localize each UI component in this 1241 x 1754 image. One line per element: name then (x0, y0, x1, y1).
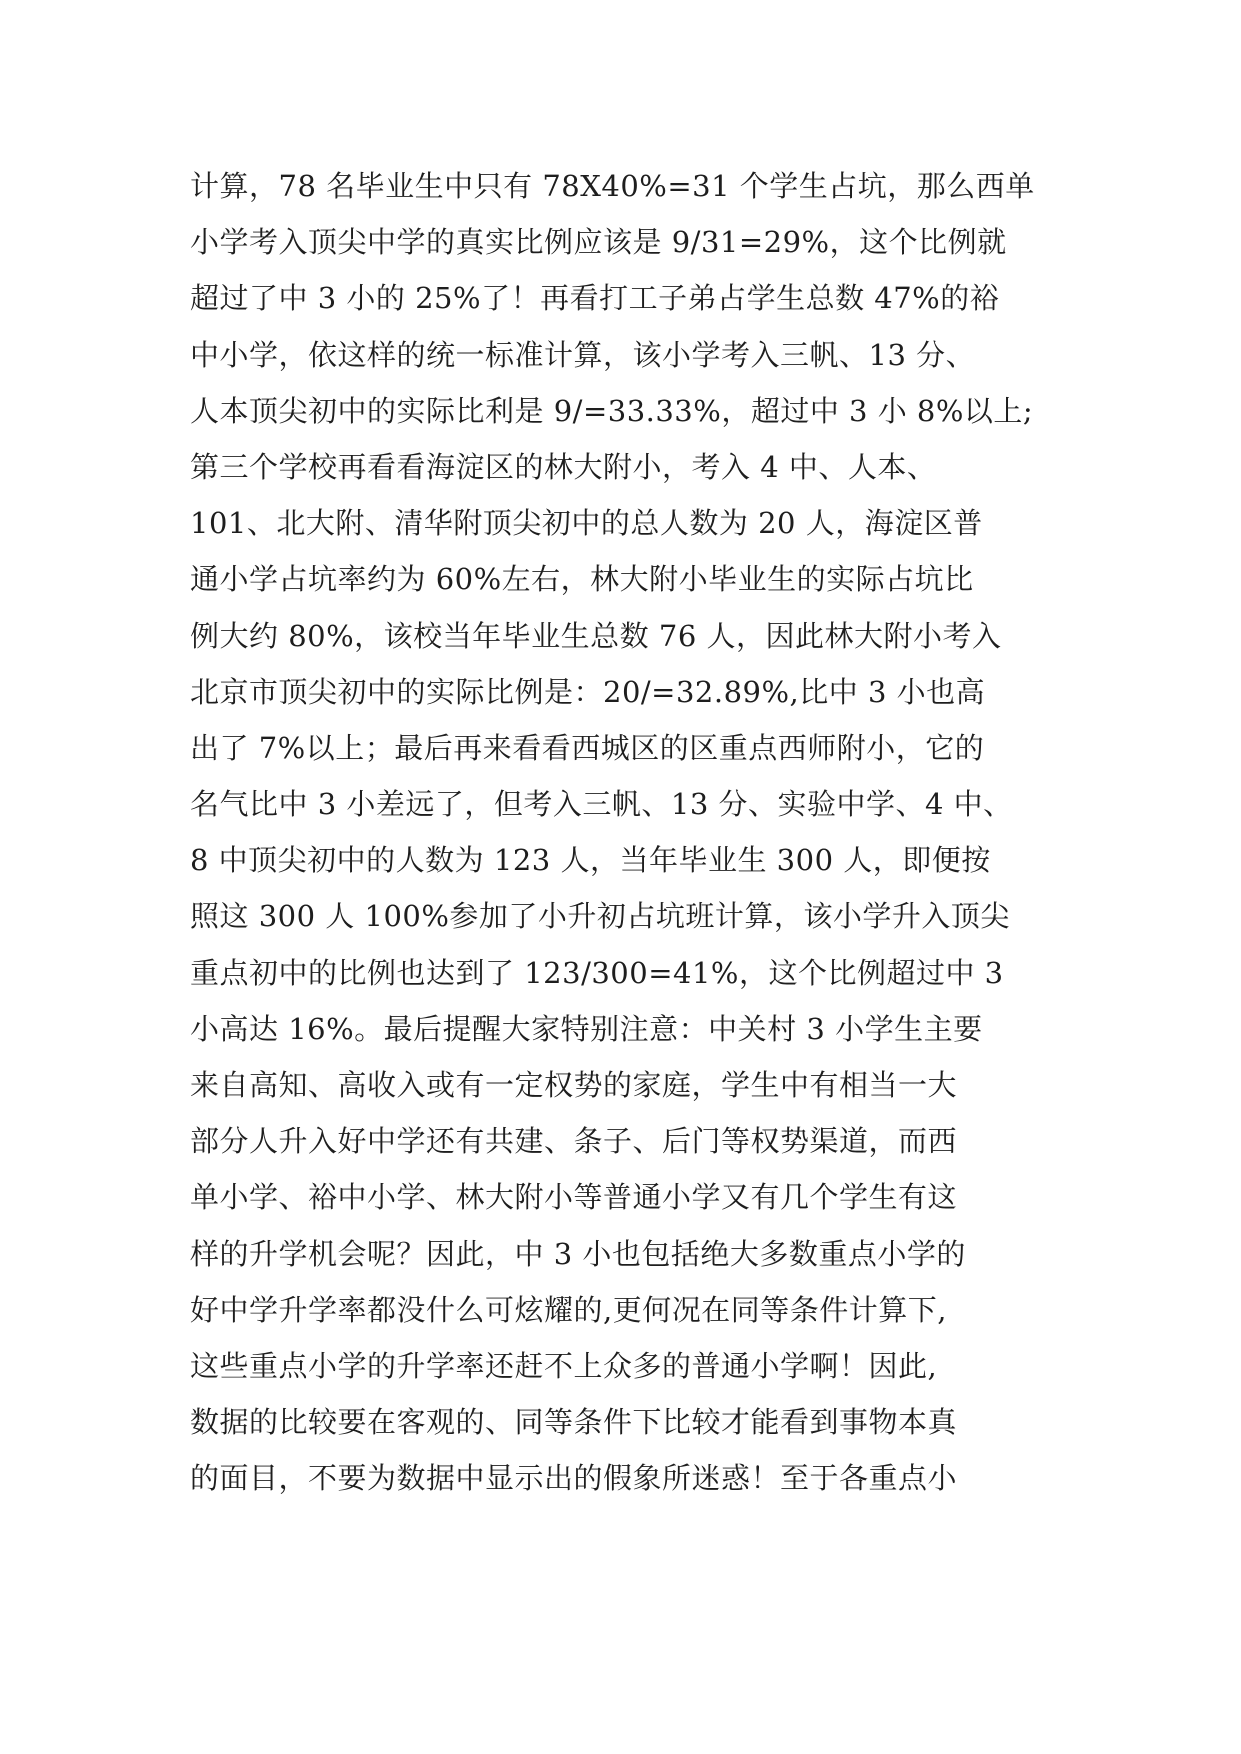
text-line: 中小学，依这样的统一标准计算，该小学考入三帆、13 分、 (190, 337, 976, 372)
text-line: 好中学升学率都没什么可炫耀的,更何况在同等条件计算下, (190, 1292, 947, 1327)
text-line: 出了 7%以上；最后再来看看西城区的区重点西师附小，它的 (190, 730, 985, 765)
text-line: 小学考入顶尖中学的真实比例应该是 9/31=29%，这个比例就 (190, 225, 1007, 260)
text-line: 样的升学机会呢？因此，中 3 小也包括绝大多数重点小学的 (190, 1236, 966, 1271)
text-line: 单小学、裕中小学、林大附小等普通小学又有几个学生有这 (190, 1180, 958, 1215)
text-line: 部分人升入好中学还有共建、条子、后门等权势渠道，而西 (190, 1124, 958, 1159)
body-text (190, 158, 1090, 1507)
text-line: 重点初中的比例也达到了 123/300=41%，这个比例超过中 3 (190, 955, 1004, 990)
text-line: 人本顶尖初中的实际比利是 9/=33.33%，超过中 3 小 8%以上; (190, 393, 1034, 428)
text-line: 超过了中 3 小的 25%了！再看打工子弟占学生总数 47%的裕 (190, 281, 1000, 316)
text-line: 来自高知、高收入或有一定权势的家庭，学生中有相当一大 (190, 1068, 958, 1102)
text-line: 第三个学校再看看海淀区的林大附小，考入 4 中、人本、 (190, 449, 937, 484)
text-line: 名气比中 3 小差远了，但考入三帆、13 分、实验中学、4 中、 (190, 787, 1013, 822)
text-line: 北京市顶尖初中的实际比例是：20/=32.89%,比中 3 小也高 (190, 674, 986, 709)
text-line: 小高达 16%。最后提醒大家特别注意：中关村 3 小学生主要 (190, 1011, 983, 1046)
text-line: 这些重点小学的升学率还赶不上众多的普通小学啊！因此, (190, 1348, 938, 1383)
text-line: 计算，78 名毕业生中只有 78X40%=31 个学生占坑，那么西单 (190, 169, 1035, 203)
text-line: 数据的比较要在客观的、同等条件下比较才能看到事物本真 (190, 1405, 958, 1440)
text-line: 照这 300 人 100%参加了小升初占坑班计算，该小学升入顶尖 (190, 899, 1010, 934)
text-line: 例大约 80%，该校当年毕业生总数 76 人，因此林大附小考入 (190, 618, 1002, 653)
text-line: 通小学占坑率约为 60%左右，林大附小毕业生的实际占坑比 (190, 562, 974, 597)
text-line: 8 中顶尖初中的人数为 123 人，当年毕业生 300 人，即便按 (190, 843, 991, 878)
text-line: 101、北大附、清华附顶尖初中的总人数为 20 人，海淀区普 (190, 506, 983, 541)
text-line: 的面目，不要为数据中显示出的假象所迷惑！至于各重点小 (190, 1461, 958, 1496)
